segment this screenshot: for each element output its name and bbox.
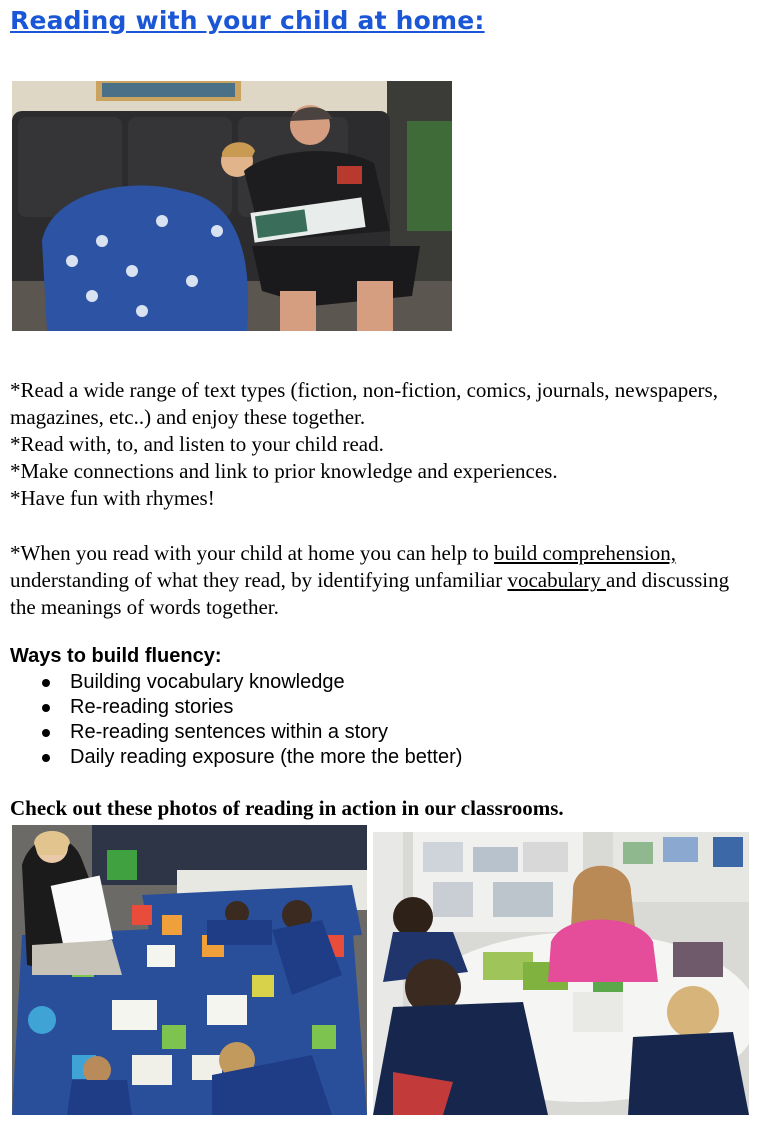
bullet-icon xyxy=(42,679,50,687)
fluency-item: Building vocabulary knowledge xyxy=(10,670,462,695)
reading-tips xyxy=(10,377,755,512)
vocabulary-text: vocabulary xyxy=(507,568,606,592)
photo-classroom-table xyxy=(373,832,749,1115)
bullet-icon xyxy=(42,704,50,712)
photos-caption: Check out these photos of reading in action in our classrooms. xyxy=(10,796,564,820)
fluency-item: Re-reading sentences within a story xyxy=(10,720,462,745)
tip-read-together: *Read with, to, and listen to your child read. xyxy=(10,432,384,456)
build-comprehension-text: build comprehension, xyxy=(494,541,677,565)
tip-text-types: *Read a wide range of text types (fiction, non-fiction, comics, journals, newspapers, magazines, etc..) and enjoy these together. xyxy=(10,378,718,429)
tip-make-connections: *Make connections and link to prior knowledge and experiences. xyxy=(10,459,558,483)
comprehension-paragraph xyxy=(10,540,758,621)
comprehension-text-3: and discussing the meanings of words together. xyxy=(10,568,730,619)
tip-rhymes: *Have fun with rhymes! xyxy=(10,486,215,510)
photo-classroom-floor xyxy=(12,825,367,1115)
fluency-item: Re-reading stories xyxy=(10,695,462,720)
bullet-icon xyxy=(42,729,50,737)
comprehension-text-1: *When you read with your child at home you can help to xyxy=(10,541,495,565)
fluency-list xyxy=(10,670,462,770)
page-title: Reading with your child at home: xyxy=(10,6,485,35)
fluency-item: Daily reading exposure (the more the better) xyxy=(10,745,462,770)
bullet-icon xyxy=(42,754,50,762)
comprehension-text-2: understanding of what they read, by identifying unfamiliar xyxy=(10,568,508,592)
fluency-heading: Ways to build fluency: xyxy=(10,645,222,667)
photo-home-reading xyxy=(12,81,452,331)
